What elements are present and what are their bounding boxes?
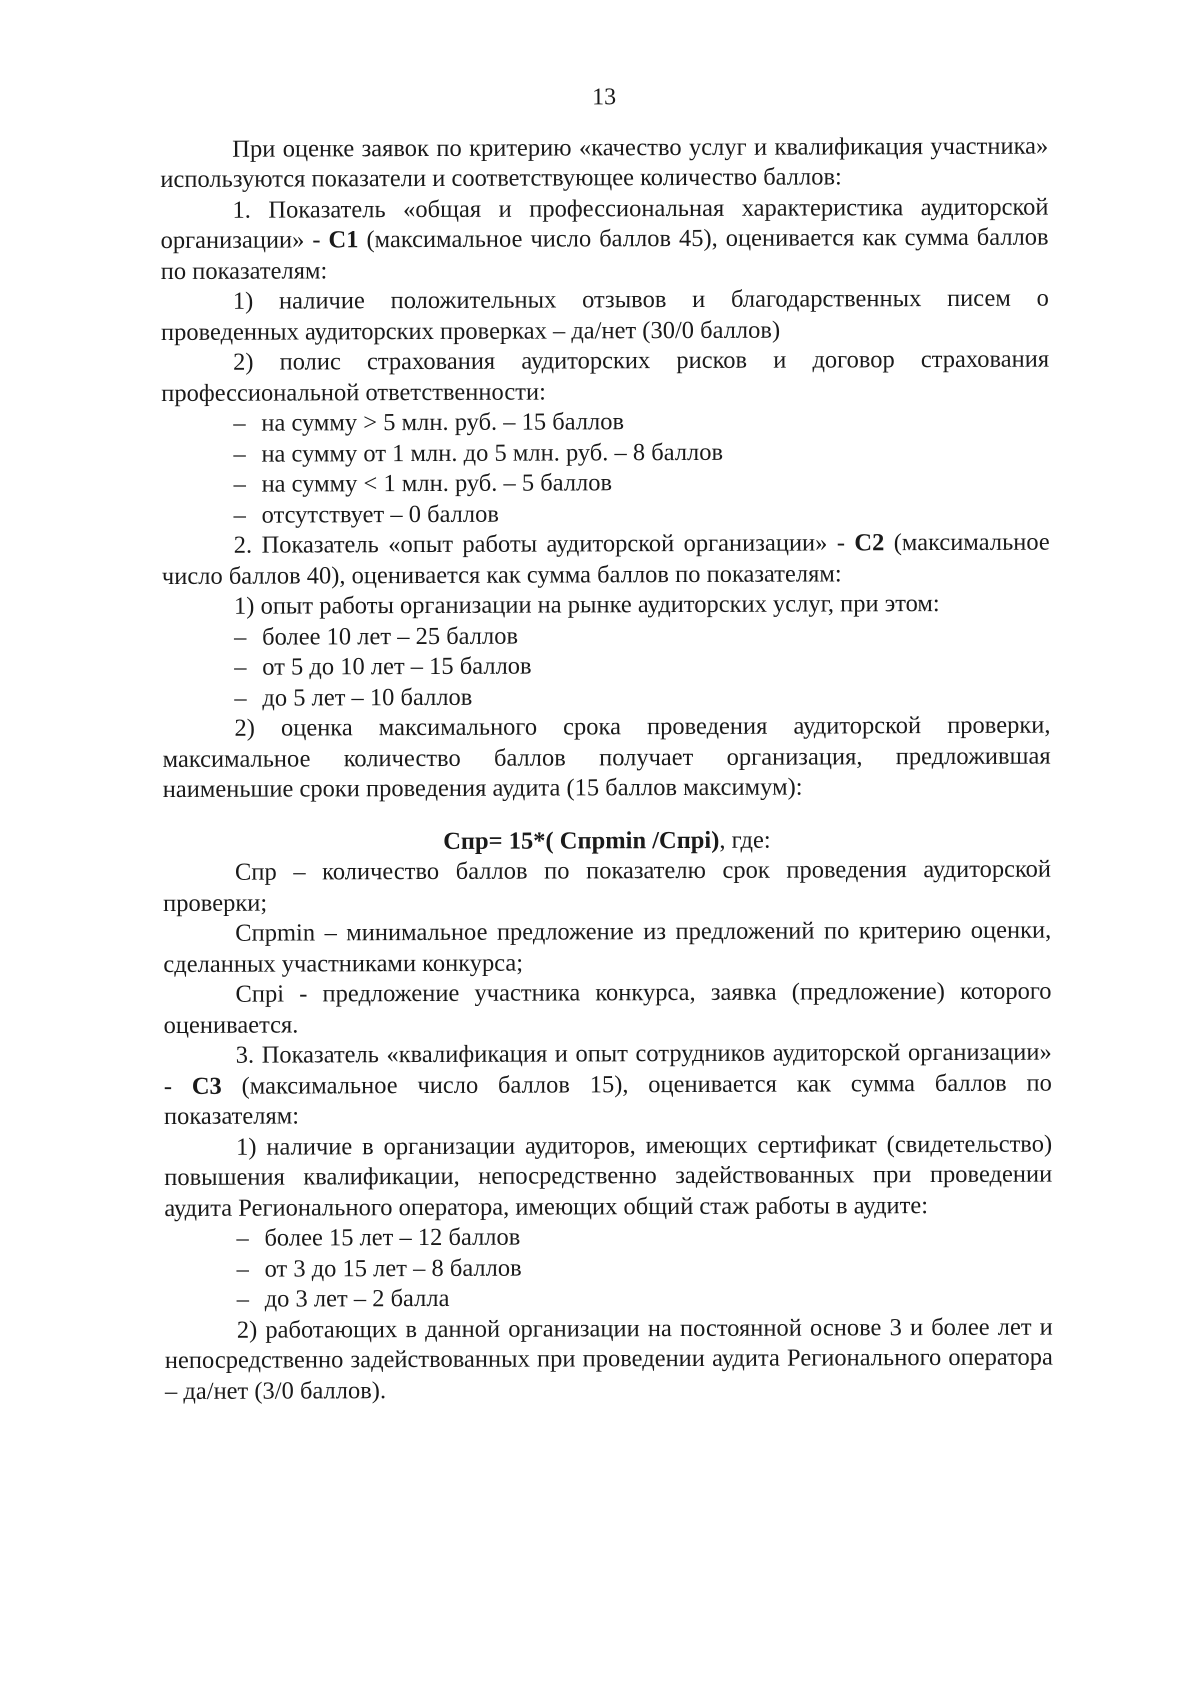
list-item xyxy=(164,1221,1052,1255)
dash-marker: – xyxy=(234,623,247,651)
text-run: 2) работающих в данной организации на постоянной основе 3 и более лет и непосредственно задействованных при проведении аудита Регионального оператора – да/нет (3/0 баллов). xyxy=(164,1313,1053,1405)
dash-marker: – xyxy=(236,1255,249,1283)
list-item xyxy=(162,680,1050,714)
bold-text: Спр= 15*( Спрmin /Спрi) xyxy=(443,826,720,855)
paragraph xyxy=(162,711,1050,806)
text-run: до 5 лет – 10 баллов xyxy=(262,683,473,712)
text-run: от 5 до 10 лет – 15 баллов xyxy=(262,652,532,681)
paragraph xyxy=(163,855,1051,919)
document-body xyxy=(160,131,1053,1407)
text-run: от 3 до 15 лет – 8 баллов xyxy=(264,1254,522,1283)
text-run: 1. Показатель «общая и профессиональная характеристика аудиторской организации» - xyxy=(160,193,1049,254)
text-run: на сумму > 5 млн. руб. – 15 баллов xyxy=(261,408,625,437)
page-number: 13 xyxy=(592,84,617,111)
paragraph xyxy=(164,1038,1052,1133)
paragraph xyxy=(163,916,1051,980)
paragraph xyxy=(161,345,1049,409)
text-run: 2) полис страхования аудиторских рисков и договор страхования профессиональной ответственности: xyxy=(161,345,1050,407)
dash-marker: – xyxy=(233,440,246,468)
bold-text: С1 xyxy=(328,226,359,254)
dash-marker: – xyxy=(233,501,246,529)
dash-marker: – xyxy=(234,653,247,681)
paragraph xyxy=(160,131,1048,195)
paragraph xyxy=(163,977,1051,1041)
text-run: Спрi - предложение участника конкурса, заявка (предложение) которого оценивается. xyxy=(163,977,1052,1039)
dash-marker: – xyxy=(234,684,247,712)
dash-marker: – xyxy=(236,1285,249,1313)
text-run: 1) наличие положительных отзывов и благодарственных писем о проведенных аудиторских проверках – да/нет (30/0 баллов) xyxy=(160,284,1049,346)
text-run: (максимальное число баллов 45), оценивается как сумма баллов по показателям: xyxy=(160,223,1049,285)
text-run: отсутствует – 0 баллов xyxy=(261,500,499,529)
list-item xyxy=(162,619,1050,653)
text-run: 1) наличие в организации аудиторов, имеющих сертификат (свидетельство) повышения квалификации, непосредственно задействованных при проведении аудита Регионального оператора, имеющих общий стаж работы в аудите: xyxy=(164,1130,1053,1222)
paragraph xyxy=(164,1129,1052,1224)
dash-marker: – xyxy=(236,1224,249,1252)
paragraph xyxy=(165,1312,1053,1407)
text-run: , где: xyxy=(719,826,771,854)
text-run: (максимальное число баллов 40), оценивается как сумма баллов по показателям: xyxy=(161,528,1050,590)
text-run: более 10 лет – 25 баллов xyxy=(262,622,519,651)
text-run: 2) оценка максимального срока проведения аудиторской проверки, максимальное количество баллов получает организация, предложившая наименьшие сроки проведения аудита (15 баллов максимум): xyxy=(162,711,1051,803)
list-item xyxy=(161,467,1049,501)
text-run: до 3 лет – 2 балла xyxy=(264,1284,450,1313)
text-run: (максимальное число баллов 15), оценивается как сумма баллов по показателям: xyxy=(163,1069,1052,1130)
text-run: на сумму < 1 млн. руб. – 5 баллов xyxy=(261,469,613,498)
text-run: 2. Показатель «опыт работы аудиторской организации» - xyxy=(233,529,855,559)
bold-text: С3 xyxy=(191,1072,222,1100)
text-run: Спр – количество баллов по показателю срок проведения аудиторской проверки; xyxy=(163,855,1052,917)
list-item xyxy=(165,1282,1053,1316)
list-item xyxy=(161,436,1049,470)
document-page xyxy=(160,81,1053,1407)
text-run: на сумму от 1 млн. до 5 млн. руб. – 8 баллов xyxy=(261,438,724,468)
paragraph xyxy=(160,192,1048,287)
list-item xyxy=(161,406,1049,440)
text-run: более 15 лет – 12 баллов xyxy=(264,1223,521,1252)
text-run: При оценке заявок по критерию «качество услуг и квалификация участника» используются показатели и соответствующее количество баллов: xyxy=(160,132,1049,193)
formula xyxy=(163,824,1051,858)
dash-marker: – xyxy=(233,409,246,437)
list-item xyxy=(162,650,1050,684)
list-item xyxy=(162,497,1050,531)
text-run: 3. Показатель «квалификация и опыт сотрудников аудиторской организации» - xyxy=(163,1038,1052,1100)
bold-text: С2 xyxy=(854,529,885,557)
paragraph xyxy=(162,589,1050,623)
dash-marker: – xyxy=(233,470,246,498)
text-run: 1) опыт работы организации на рынке аудиторских услуг, при этом: xyxy=(233,590,940,620)
text-run: Спрmin – минимальное предложение из предложений по критерию оценки, сделанных участниками конкурса; xyxy=(163,916,1052,978)
paragraph xyxy=(161,284,1049,348)
paragraph xyxy=(162,528,1050,592)
list-item xyxy=(164,1251,1052,1285)
